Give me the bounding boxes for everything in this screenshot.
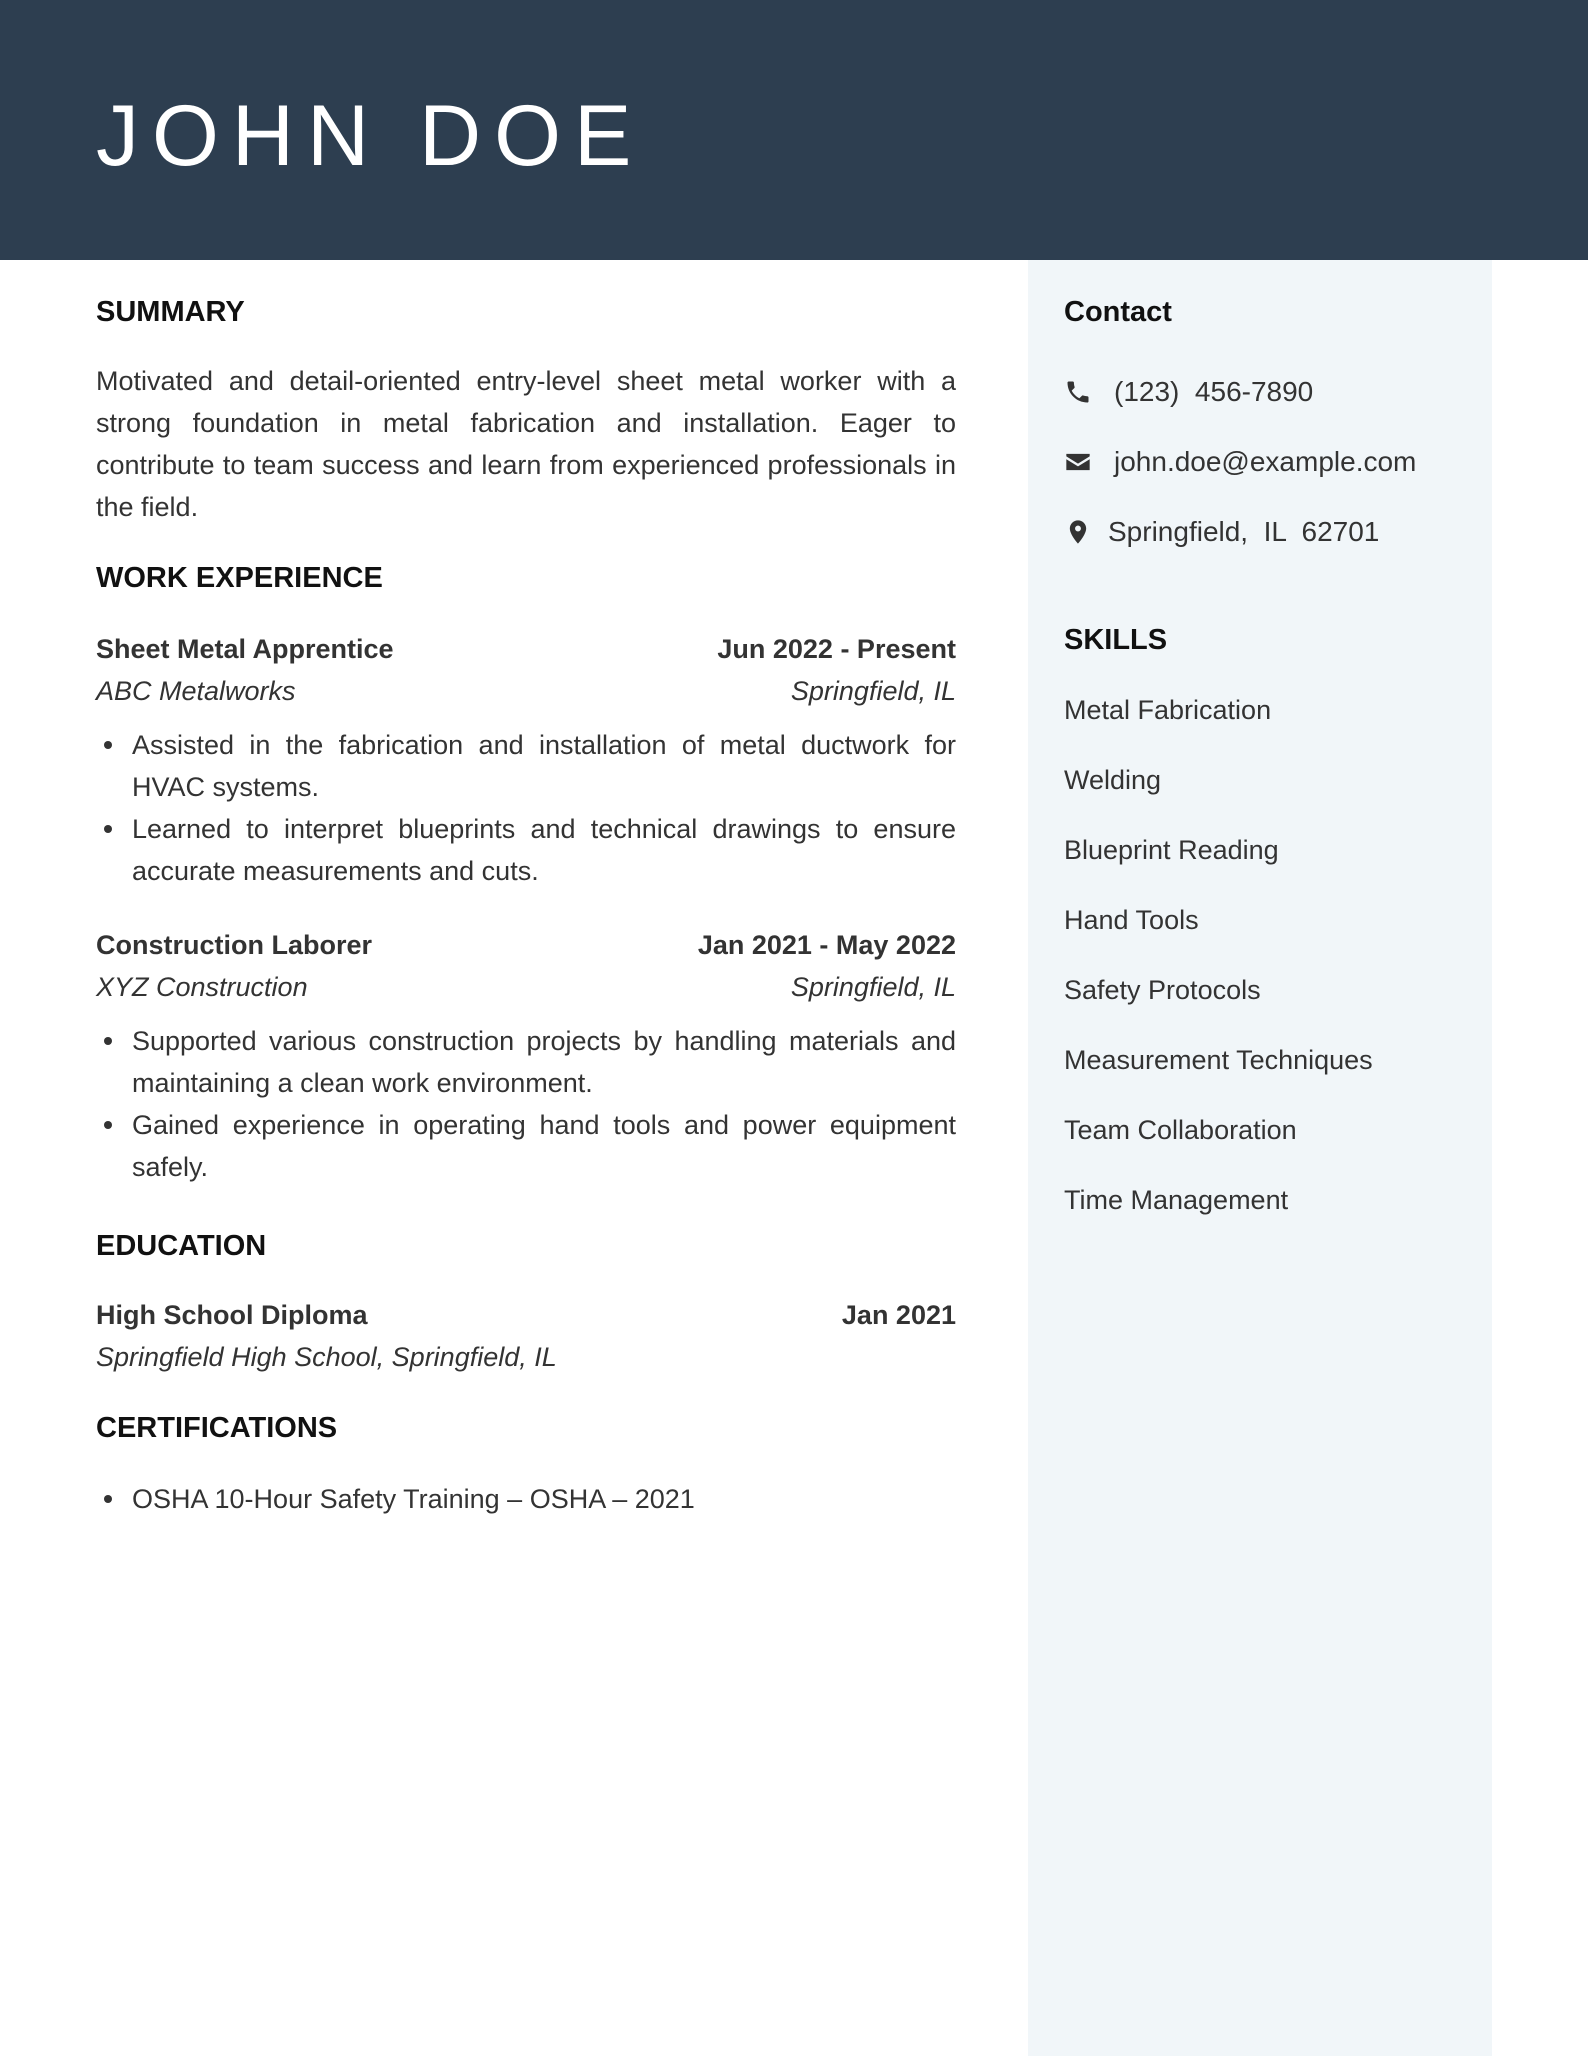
bullet-dot <box>104 1121 112 1129</box>
job-location: Springfield, IL <box>790 676 956 706</box>
summary-text: Motivated and detail-oriented entry-level sheet metal worker with a strong foundation in metal fabrication and installation. Eager to contribute to team success and learn from experienced professionals in the field. <box>96 366 956 522</box>
skill-item: Welding <box>1064 765 1162 795</box>
certifications-list <box>96 1478 956 1520</box>
job-subheader <box>96 670 956 712</box>
email-text: john.doe@example.com <box>1114 446 1417 477</box>
job-company: ABC Metalworks <box>96 676 296 706</box>
skill-item: Blueprint Reading <box>1064 835 1279 865</box>
candidate-name: JOHN DOE <box>96 88 645 184</box>
bullet-dot <box>104 1495 112 1503</box>
education-school-row <box>96 1336 956 1378</box>
list-item <box>96 1104 956 1188</box>
job-bullets <box>96 1020 956 1188</box>
phone-icon <box>1064 378 1092 406</box>
bullet-text: Assisted in the fabrication and installation of metal ductwork for HVAC systems. <box>132 730 956 802</box>
contact-phone <box>1064 371 1314 413</box>
certification-text: OSHA 10-Hour Safety Training – OSHA – 2021 <box>132 1484 695 1514</box>
skill-item: Metal Fabrication <box>1064 695 1272 725</box>
phone-text: (123) 456-7890 <box>1114 376 1314 407</box>
bullet-text: Learned to interpret blueprints and technical drawings to ensure accurate measurements and cuts. <box>132 814 956 886</box>
header-banner <box>0 0 1588 260</box>
skill-item: Measurement Techniques <box>1064 1045 1373 1075</box>
job-company: XYZ Construction <box>96 972 308 1002</box>
skill-item: Team Collaboration <box>1064 1115 1297 1145</box>
education-heading: EDUCATION <box>96 1230 267 1262</box>
job-header <box>96 628 956 670</box>
job-title: Construction Laborer <box>96 930 373 960</box>
list-item <box>96 724 956 808</box>
job-dates: Jun 2022 - Present <box>717 634 956 664</box>
education-header <box>96 1294 956 1336</box>
job-location: Springfield, IL <box>790 972 956 1002</box>
job-header <box>96 924 956 966</box>
job-subheader <box>96 966 956 1008</box>
location-text: Springfield, IL 62701 <box>1108 516 1380 547</box>
list-item <box>96 808 956 892</box>
list-item <box>96 1478 956 1520</box>
bullet-dot <box>104 1037 112 1045</box>
contact-heading: Contact <box>1064 296 1172 328</box>
summary-heading: SUMMARY <box>96 296 245 328</box>
bullet-text: Gained experience in operating hand tools and power equipment safely. <box>132 1110 956 1182</box>
job-dates: Jan 2021 - May 2022 <box>697 930 956 960</box>
job-bullets <box>96 724 956 892</box>
education-date: Jan 2021 <box>841 1300 956 1330</box>
bullet-dot <box>104 741 112 749</box>
skill-item: Safety Protocols <box>1064 975 1261 1005</box>
school: Springfield High School, Springfield, IL <box>96 1342 557 1372</box>
envelope-icon <box>1064 448 1092 476</box>
contact-location <box>1064 511 1380 553</box>
map-pin-icon <box>1064 518 1092 546</box>
job-title: Sheet Metal Apprentice <box>96 634 394 664</box>
degree: High School Diploma <box>96 1300 368 1330</box>
work-experience-heading: WORK EXPERIENCE <box>96 562 383 594</box>
skill-item: Time Management <box>1064 1185 1289 1215</box>
skills-heading: SKILLS <box>1064 624 1168 656</box>
contact-email <box>1064 441 1417 483</box>
bullet-dot <box>104 825 112 833</box>
skill-item: Hand Tools <box>1064 905 1199 935</box>
certifications-heading: CERTIFICATIONS <box>96 1412 338 1444</box>
list-item <box>96 1020 956 1104</box>
bullet-text: Supported various construction projects by handling materials and maintaining a clean work environment. <box>132 1026 956 1098</box>
